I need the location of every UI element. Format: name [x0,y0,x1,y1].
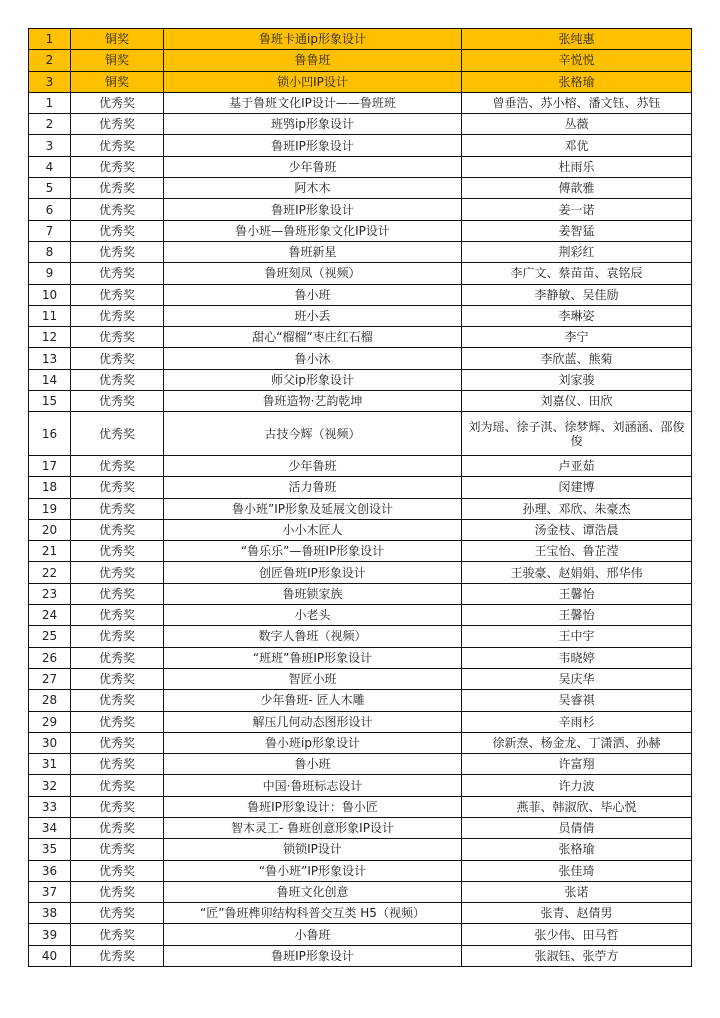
award-level-cell: 优秀奖 [71,668,164,689]
work-title-cell: 阿木木 [164,178,462,199]
excellence-award-row [29,775,692,796]
authors-cell: 张格瑜 [462,71,692,92]
row-number-cell: 10 [29,284,71,305]
row-number-cell: 40 [29,945,71,966]
authors-cell: 许富翔 [462,754,692,775]
authors-cell: 姜一诺 [462,199,692,220]
excellence-award-row [29,519,692,540]
row-number-cell: 24 [29,605,71,626]
work-title-cell: “鲁乐乐”—鲁班IP形象设计 [164,541,462,562]
authors-cell: 许力波 [462,775,692,796]
authors-cell: 张少伟、田马哲 [462,924,692,945]
excellence-award-row [29,668,692,689]
excellence-award-row [29,199,692,220]
award-level-cell: 优秀奖 [71,305,164,326]
award-level-cell: 优秀奖 [71,647,164,668]
work-title-cell: 鲁班造物·艺韵乾坤 [164,391,462,412]
work-title-cell: 鲁班刻凤（视频） [164,263,462,284]
row-number-cell: 5 [29,178,71,199]
authors-cell: 姜智猛 [462,220,692,241]
work-title-cell: “鲁小班”IP形象设计 [164,860,462,881]
excellence-award-row [29,391,692,412]
award-level-cell: 优秀奖 [71,924,164,945]
excellence-award-row [29,754,692,775]
excellence-award-row [29,263,692,284]
authors-cell: 王馨怡 [462,605,692,626]
work-title-cell: 小小木匠人 [164,519,462,540]
award-level-cell: 优秀奖 [71,860,164,881]
work-title-cell: 师父ip形象设计 [164,369,462,390]
authors-cell: 张格瑜 [462,839,692,860]
work-title-cell: 锁小凹IP设计 [164,71,462,92]
row-number-cell: 20 [29,519,71,540]
excellence-award-row [29,817,692,838]
authors-cell: 张诺 [462,881,692,902]
award-level-cell: 优秀奖 [71,754,164,775]
excellence-award-row [29,92,692,113]
row-number-cell: 21 [29,541,71,562]
work-title-cell: 中国·鲁班标志设计 [164,775,462,796]
excellence-award-row [29,562,692,583]
excellence-award-row [29,924,692,945]
work-title-cell: 鲁班IP形象设计 [164,135,462,156]
authors-cell: 李广文、蔡苗苗、袁铭辰 [462,263,692,284]
row-number-cell: 29 [29,711,71,732]
row-number-cell: 28 [29,690,71,711]
authors-cell: 孙理、邓欣、朱豪杰 [462,498,692,519]
work-title-cell: 鲁班文化创意 [164,881,462,902]
award-level-cell: 优秀奖 [71,881,164,902]
award-level-cell: 优秀奖 [71,732,164,753]
excellence-award-row [29,796,692,817]
row-number-cell: 4 [29,156,71,177]
work-title-cell: 班鸮ip形象设计 [164,114,462,135]
authors-cell: 吴睿祺 [462,690,692,711]
work-title-cell: 班小丢 [164,305,462,326]
award-level-cell: 优秀奖 [71,455,164,476]
row-number-cell: 3 [29,135,71,156]
row-number-cell: 18 [29,477,71,498]
work-title-cell: 鲁小班—鲁班形象文化IP设计 [164,220,462,241]
award-level-cell: 优秀奖 [71,562,164,583]
row-number-cell: 2 [29,114,71,135]
award-level-cell: 优秀奖 [71,156,164,177]
work-title-cell: 小鲁班 [164,924,462,945]
award-level-cell: 优秀奖 [71,711,164,732]
award-level-cell: 优秀奖 [71,541,164,562]
row-number-cell: 25 [29,626,71,647]
award-level-cell: 优秀奖 [71,114,164,135]
authors-cell: 刘嘉仪、田欣 [462,391,692,412]
award-level-cell: 优秀奖 [71,92,164,113]
authors-cell: 闵建博 [462,477,692,498]
award-level-cell: 优秀奖 [71,690,164,711]
authors-cell: 张纯惠 [462,29,692,50]
excellence-award-row [29,881,692,902]
row-number-cell: 15 [29,391,71,412]
excellence-award-row [29,605,692,626]
row-number-cell: 12 [29,327,71,348]
row-number-cell: 7 [29,220,71,241]
work-title-cell: 鲁班卡通ip形象设计 [164,29,462,50]
excellence-award-row [29,690,692,711]
award-level-cell: 优秀奖 [71,477,164,498]
row-number-cell: 14 [29,369,71,390]
bronze-award-row [29,50,692,71]
work-title-cell: 解压几何动态图形设计 [164,711,462,732]
work-title-cell: 鲁小班 [164,284,462,305]
work-title-cell: 数字人鲁班（视频） [164,626,462,647]
excellence-award-row [29,860,692,881]
award-level-cell: 优秀奖 [71,241,164,262]
award-level-cell: 优秀奖 [71,263,164,284]
award-level-cell: 优秀奖 [71,775,164,796]
award-level-cell: 优秀奖 [71,839,164,860]
work-title-cell: 小老头 [164,605,462,626]
excellence-award-row [29,455,692,476]
work-title-cell: 古技今辉（视频） [164,412,462,456]
excellence-award-row [29,178,692,199]
work-title-cell: 鲁班锁家族 [164,583,462,604]
bronze-award-row [29,29,692,50]
row-number-cell: 9 [29,263,71,284]
authors-cell: 辛雨杉 [462,711,692,732]
excellence-award-row [29,156,692,177]
work-title-cell: 锁锁IP设计 [164,839,462,860]
excellence-award-row [29,583,692,604]
work-title-cell: “班班”鲁班IP形象设计 [164,647,462,668]
row-number-cell: 34 [29,817,71,838]
authors-cell: 王馨怡 [462,583,692,604]
authors-cell: 邓优 [462,135,692,156]
authors-cell: 徐新焘、杨金龙、丁潇洒、孙赫 [462,732,692,753]
authors-cell: 辛悦悦 [462,50,692,71]
row-number-cell: 1 [29,92,71,113]
award-level-cell: 优秀奖 [71,498,164,519]
award-level-cell: 优秀奖 [71,519,164,540]
authors-cell: 李琳姿 [462,305,692,326]
authors-cell: 汤金枝、谭浩晨 [462,519,692,540]
authors-cell: 傅歆雅 [462,178,692,199]
row-number-cell: 38 [29,903,71,924]
award-level-cell: 优秀奖 [71,817,164,838]
authors-cell: 刘为瑶、徐子淇、徐梦辉、刘涵涵、邵俊俊 [462,412,692,456]
awards-table-body [29,29,692,967]
authors-cell: 李宁 [462,327,692,348]
authors-cell: 丛薇 [462,114,692,135]
award-level-cell: 优秀奖 [71,796,164,817]
authors-cell: 卢亚茹 [462,455,692,476]
work-title-cell: 鲁小班ip形象设计 [164,732,462,753]
award-level-cell: 铜奖 [71,71,164,92]
authors-cell: 曾垂浩、苏小榕、潘文钰、苏钰 [462,92,692,113]
authors-cell: 张佳琦 [462,860,692,881]
authors-cell: 燕菲、韩淑欣、毕心悦 [462,796,692,817]
excellence-award-row [29,114,692,135]
authors-cell: 李欣蓝、熊菊 [462,348,692,369]
authors-cell: 王骏豪、赵娟娟、邢华伟 [462,562,692,583]
excellence-award-row [29,647,692,668]
authors-cell: 杜雨乐 [462,156,692,177]
authors-cell: 吴庆华 [462,668,692,689]
work-title-cell: 鲁班IP形象设计 [164,945,462,966]
row-number-cell: 36 [29,860,71,881]
work-title-cell: 鲁小班”IP形象及延展文创设计 [164,498,462,519]
work-title-cell: 智匠小班 [164,668,462,689]
award-level-cell: 优秀奖 [71,348,164,369]
authors-cell: 韦晓婷 [462,647,692,668]
row-number-cell: 35 [29,839,71,860]
excellence-award-row [29,305,692,326]
row-number-cell: 23 [29,583,71,604]
award-level-cell: 优秀奖 [71,605,164,626]
work-title-cell: 创匠鲁班IP形象设计 [164,562,462,583]
row-number-cell: 8 [29,241,71,262]
work-title-cell: 鲁小班 [164,754,462,775]
awards-table [28,28,692,967]
work-title-cell: “匠”鲁班榫卯结构科普交互类 H5（视频） [164,903,462,924]
award-level-cell: 优秀奖 [71,945,164,966]
row-number-cell: 3 [29,71,71,92]
row-number-cell: 11 [29,305,71,326]
award-level-cell: 优秀奖 [71,199,164,220]
authors-cell: 员倩倩 [462,817,692,838]
authors-cell: 李静敏、吴佳励 [462,284,692,305]
excellence-award-row [29,135,692,156]
row-number-cell: 26 [29,647,71,668]
excellence-award-row [29,241,692,262]
award-level-cell: 优秀奖 [71,391,164,412]
row-number-cell: 37 [29,881,71,902]
award-level-cell: 优秀奖 [71,903,164,924]
row-number-cell: 6 [29,199,71,220]
award-level-cell: 优秀奖 [71,369,164,390]
authors-cell: 王宝怡、鲁芷滢 [462,541,692,562]
work-title-cell: 鲁班IP形象设计 [164,199,462,220]
excellence-award-row [29,412,692,456]
row-number-cell: 19 [29,498,71,519]
row-number-cell: 17 [29,455,71,476]
excellence-award-row [29,369,692,390]
work-title-cell: 鲁小沐 [164,348,462,369]
award-level-cell: 优秀奖 [71,284,164,305]
award-level-cell: 优秀奖 [71,626,164,647]
excellence-award-row [29,711,692,732]
work-title-cell: 甜心“榴榴”枣庄红石榴 [164,327,462,348]
row-number-cell: 39 [29,924,71,945]
work-title-cell: 少年鲁班 [164,455,462,476]
row-number-cell: 1 [29,29,71,50]
work-title-cell: 鲁鲁班 [164,50,462,71]
authors-cell: 刘家骏 [462,369,692,390]
excellence-award-row [29,220,692,241]
award-level-cell: 优秀奖 [71,220,164,241]
excellence-award-row [29,284,692,305]
work-title-cell: 少年鲁班- 匠人木雕 [164,690,462,711]
authors-cell: 张青、赵倩男 [462,903,692,924]
excellence-award-row [29,327,692,348]
authors-cell: 荆彩红 [462,241,692,262]
award-level-cell: 优秀奖 [71,583,164,604]
excellence-award-row [29,498,692,519]
work-title-cell: 鲁班IP形象设计：鲁小匠 [164,796,462,817]
work-title-cell: 基于鲁班文化IP设计——鲁班班 [164,92,462,113]
award-level-cell: 优秀奖 [71,178,164,199]
award-level-cell: 铜奖 [71,50,164,71]
excellence-award-row [29,903,692,924]
work-title-cell: 少年鲁班 [164,156,462,177]
excellence-award-row [29,626,692,647]
excellence-award-row [29,477,692,498]
row-number-cell: 22 [29,562,71,583]
authors-cell: 张淑钰、张苧方 [462,945,692,966]
row-number-cell: 16 [29,412,71,456]
excellence-award-row [29,732,692,753]
excellence-award-row [29,945,692,966]
excellence-award-row [29,839,692,860]
work-title-cell: 活力鲁班 [164,477,462,498]
excellence-award-row [29,348,692,369]
row-number-cell: 30 [29,732,71,753]
row-number-cell: 27 [29,668,71,689]
award-level-cell: 优秀奖 [71,327,164,348]
work-title-cell: 鲁班新星 [164,241,462,262]
award-level-cell: 优秀奖 [71,412,164,456]
work-title-cell: 智木灵工- 鲁班创意形象IP设计 [164,817,462,838]
row-number-cell: 31 [29,754,71,775]
authors-cell: 王中宇 [462,626,692,647]
excellence-award-row [29,541,692,562]
row-number-cell: 13 [29,348,71,369]
row-number-cell: 32 [29,775,71,796]
row-number-cell: 33 [29,796,71,817]
bronze-award-row [29,71,692,92]
award-level-cell: 优秀奖 [71,135,164,156]
row-number-cell: 2 [29,50,71,71]
award-level-cell: 铜奖 [71,29,164,50]
